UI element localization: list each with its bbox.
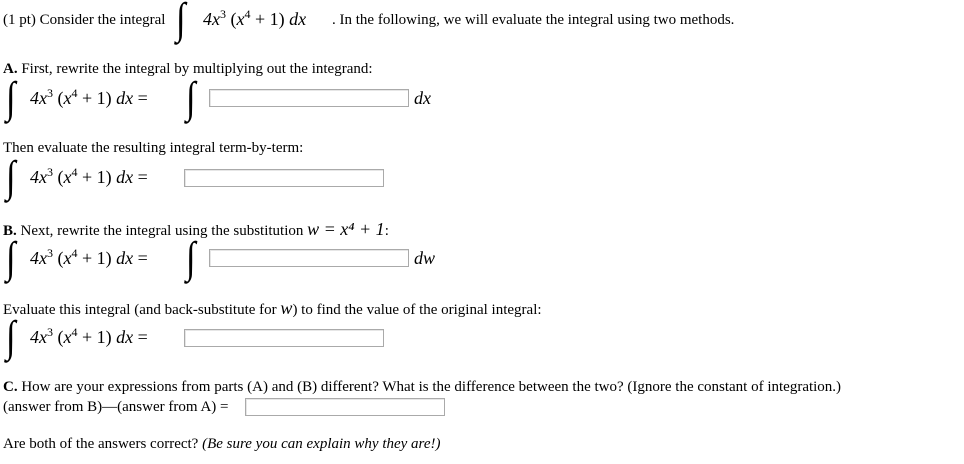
part-b-heading [3,220,389,240]
part-b-lhs: $4x^3$ $(x^4 + 1)$ dx = [30,246,148,268]
closing-line [3,435,440,453]
part-b-text: Next, rewrite the integral using the substitution [20,223,304,239]
part-a-eval-lhs: $4x^3$ $(x^4 + 1)$ dx = [30,165,148,187]
part-b-substitution: w = x⁴ + 1 [307,219,385,239]
integral-sign-icon: ∫ [186,233,196,282]
part-b-evaluate-before: Evaluate this integral (and back-substitute for [3,302,277,318]
part-b-evaluate-after: ) to find the value of the original integral: [292,302,542,318]
part-b-letter: B. [3,223,17,239]
part-b-eval-lhs: $4x^3$ $(x^4 + 1)$ dx = [30,325,148,347]
part-c-letter: C. [3,379,18,395]
integral-sign-icon: ∫ [176,0,186,43]
intro-points-text: (1 pt) Consider the integral [3,12,166,28]
integral-sign-icon: ∫ [6,73,16,122]
part-a-then-text: Then evaluate the resulting integral term-by-term: [3,140,304,156]
part-b-evaluate-line [3,299,542,319]
part-c-difference-label: (answer from B)—(answer from A) = [3,399,229,415]
closing-hint: (Be sure you can explain why they are!) [202,436,441,452]
integral-sign-icon: ∫ [6,152,16,201]
part-a-lhs: $4x^3$ $(x^4 + 1)$ dx = [30,86,148,108]
intro-line [3,11,165,29]
integral-sign-icon: ∫ [186,73,196,122]
part-c-text: How are your expressions from parts (A) and (B) different? What is the difference between the two? (Ignore the constant of integration.) [21,379,842,395]
part-b-integrand-input[interactable] [209,249,409,267]
part-b-w: w [280,298,293,318]
intro-integrand: $4x^3$ $(x^4 + 1)$ dx [203,7,307,29]
part-b-evaluated-input[interactable] [184,329,384,347]
part-a-letter: A. [3,61,18,77]
closing-question: Are both of the answers correct? [3,436,199,452]
dw-label: dw [414,248,436,268]
part-a-text: First, rewrite the integral by multiplying out the integrand: [21,61,373,77]
part-c-difference-input[interactable] [245,398,445,416]
part-a-evaluated-input[interactable] [184,169,384,187]
part-a-integrand-input[interactable] [209,89,409,107]
dx-label: dx [414,88,431,108]
integral-sign-icon: ∫ [6,312,16,361]
intro-rest-text: . In the following, we will evaluate the integral using two methods. [332,12,735,28]
part-c-heading [3,378,841,396]
integral-sign-icon: ∫ [6,233,16,282]
part-b-colon: : [384,223,389,239]
